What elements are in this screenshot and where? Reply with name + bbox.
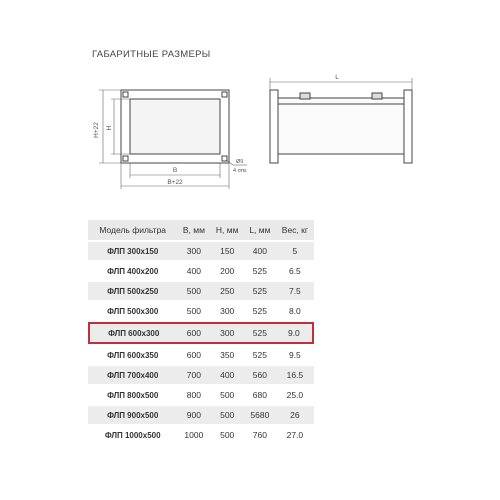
dim-label-b: B xyxy=(172,167,178,174)
clamp-icon xyxy=(300,93,310,99)
cell-b: 300 xyxy=(177,242,210,260)
table-header-row xyxy=(88,220,314,240)
cell-h: 200 xyxy=(220,266,235,276)
mount-hole-icon xyxy=(222,92,227,97)
cell-model: ФЛП 500x300 xyxy=(107,306,159,316)
cell-b: 500 xyxy=(186,306,201,316)
mount-hole-icon xyxy=(123,92,128,97)
side-flange-left xyxy=(270,90,278,163)
table-row xyxy=(88,386,314,404)
cell-model: ФЛП 900x500 xyxy=(88,406,177,424)
side-body xyxy=(278,98,404,154)
mount-hole-icon xyxy=(123,156,128,161)
table-row xyxy=(88,242,314,260)
side-view xyxy=(270,90,412,163)
cell-l: 5680 xyxy=(244,406,276,424)
header-weight: Вес, кг xyxy=(276,220,314,240)
cell-l: 525 xyxy=(244,322,276,344)
cell-h: 150 xyxy=(210,242,244,260)
cell-h: 500 xyxy=(210,406,244,424)
side-dimensions xyxy=(270,78,412,90)
cell-weight: 16.5 xyxy=(276,366,314,384)
cell-weight: 5 xyxy=(276,242,314,260)
cell-h: 300 xyxy=(220,306,235,316)
table-row xyxy=(88,302,314,320)
front-opening xyxy=(130,99,220,154)
cell-weight: 6.5 xyxy=(288,266,301,276)
cell-model: ФЛП 800x500 xyxy=(107,390,159,400)
cell-l: 760 xyxy=(252,430,267,440)
cell-l: 525 xyxy=(252,350,267,360)
cell-l: 525 xyxy=(252,306,267,316)
cell-h: 350 xyxy=(220,350,235,360)
cell-l: 525 xyxy=(244,282,276,300)
cell-weight: 9.0 xyxy=(276,322,314,344)
header-b: B, мм xyxy=(177,220,210,240)
clamp-icon xyxy=(372,93,382,99)
cell-h: 400 xyxy=(210,366,244,384)
cell-b: 900 xyxy=(177,406,210,424)
cell-model: ФЛП 300x150 xyxy=(88,242,177,260)
table-row xyxy=(88,262,314,280)
cell-b: 1000 xyxy=(184,430,204,440)
cell-h: 500 xyxy=(220,430,235,440)
table-row xyxy=(88,366,314,384)
dim-label-h: H xyxy=(106,125,113,131)
dim-label-hole: Ø9 xyxy=(236,159,244,165)
front-view xyxy=(121,90,229,163)
table-row xyxy=(88,426,314,444)
cell-b: 800 xyxy=(186,390,201,400)
cell-weight: 8.0 xyxy=(288,306,301,316)
table-row xyxy=(88,282,314,300)
cell-b: 500 xyxy=(177,282,210,300)
cell-h: 250 xyxy=(210,282,244,300)
cell-b: 600 xyxy=(186,350,201,360)
filter-specs-table xyxy=(88,218,314,446)
table-row xyxy=(88,346,314,364)
cell-model: ФЛП 500x250 xyxy=(88,282,177,300)
cell-model: ФЛП 400x200 xyxy=(107,266,159,276)
cell-weight: 25.0 xyxy=(286,390,304,400)
table-row-highlighted xyxy=(88,322,314,344)
table-row xyxy=(88,406,314,424)
header-model: Модель фильтра xyxy=(88,220,177,240)
header-h: H, мм xyxy=(210,220,244,240)
cell-b: 700 xyxy=(177,366,210,384)
section-heading: ГАБАРИТНЫЕ РАЗМЕРЫ xyxy=(92,49,211,60)
dim-label-b22: B+22 xyxy=(167,179,183,186)
cell-model: ФЛП 1000x500 xyxy=(104,430,161,440)
dim-label-h22: H+22 xyxy=(93,122,100,138)
cell-model: ФЛП 600x350 xyxy=(107,350,159,360)
cell-l: 525 xyxy=(252,266,267,276)
cell-h: 500 xyxy=(220,390,235,400)
cell-b: 400 xyxy=(186,266,201,276)
cell-l: 400 xyxy=(244,242,276,260)
cell-model: ФЛП 700x400 xyxy=(88,366,177,384)
side-flange-right xyxy=(404,90,412,163)
dimension-drawing xyxy=(0,0,500,210)
cell-h: 300 xyxy=(210,322,244,344)
cell-model: ФЛП 600x300 xyxy=(88,322,177,344)
cell-b: 600 xyxy=(177,322,210,344)
cell-l: 560 xyxy=(244,366,276,384)
cell-weight: 26 xyxy=(276,406,314,424)
dim-label-l: L xyxy=(335,74,339,81)
cell-weight: 27.0 xyxy=(286,430,304,440)
cell-weight: 7.5 xyxy=(276,282,314,300)
header-l: L, мм xyxy=(244,220,276,240)
cell-weight: 9.5 xyxy=(288,350,301,360)
dim-label-holes: 4 отв. xyxy=(233,168,248,174)
cell-l: 680 xyxy=(252,390,267,400)
